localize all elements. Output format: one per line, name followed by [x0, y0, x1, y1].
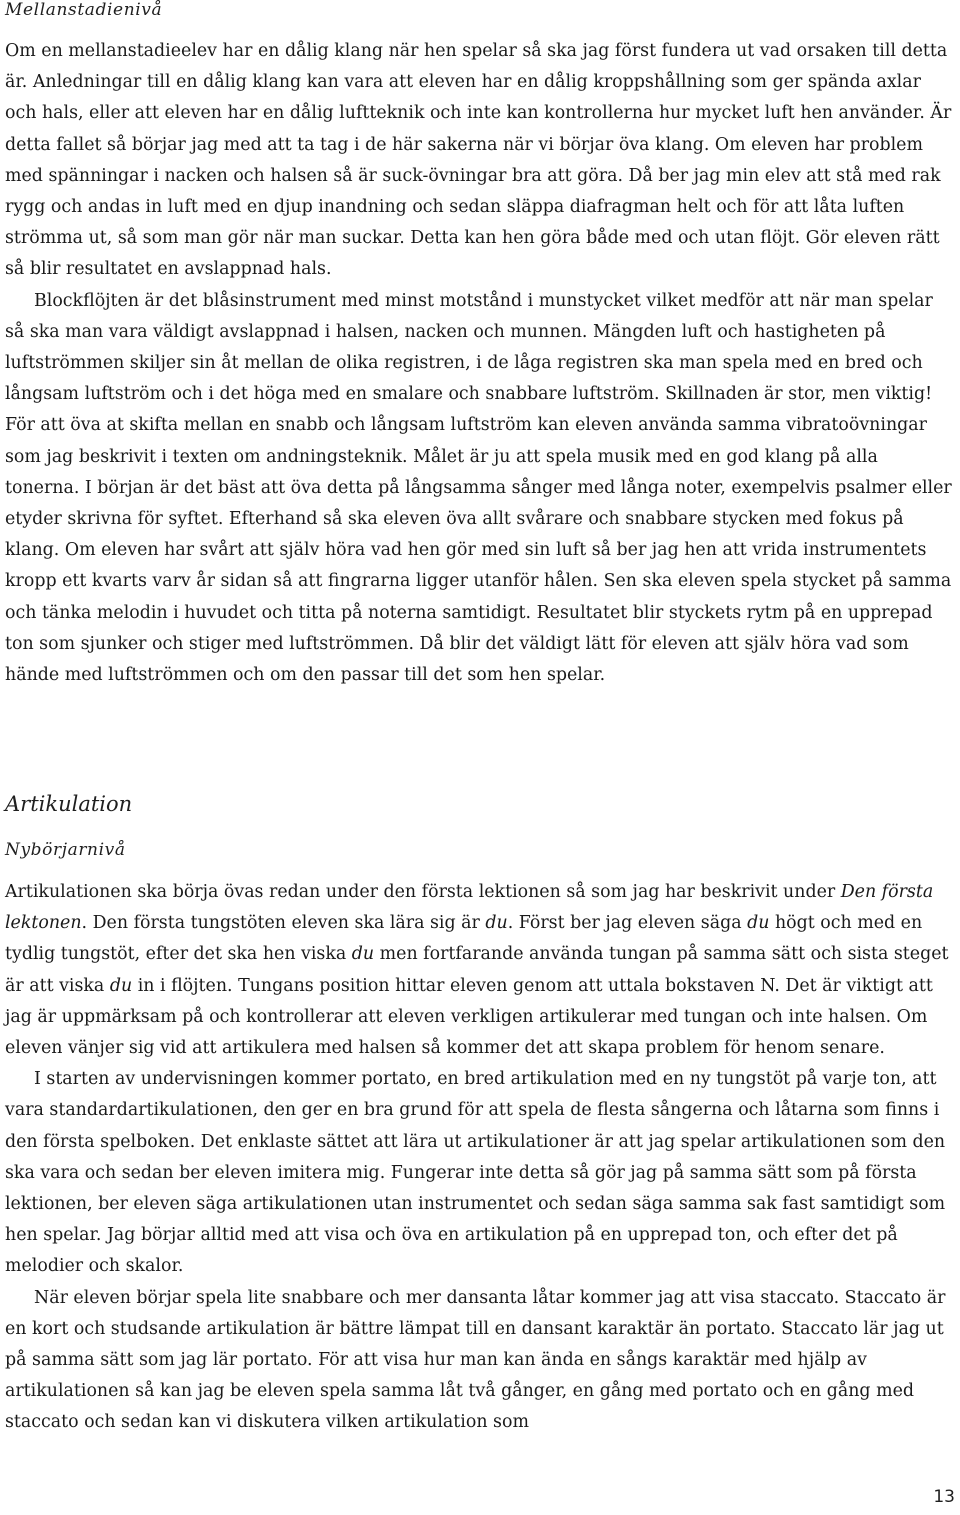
emphasis-text: du: [485, 913, 508, 934]
emphasis-text: du: [747, 913, 770, 934]
subheading-nyborjarniva: Nybörjarnivå: [5, 840, 126, 860]
heading-artikulation: Artikulation: [5, 792, 133, 816]
emphasis-text: du: [109, 975, 133, 996]
text-run: . Den första tungstöten eleven ska lära sig är: [81, 913, 486, 934]
text-run: men fortfarande använda tungan på samma sätt och sista steget är att viska: [5, 944, 949, 996]
text-run: in i flöjten. Tungans position hittar eleven genom att uttala bokstaven N. Det är viktigt att jag är uppmärksam på och kontrollerar att eleven verkligen artikulerar med tungan och inte halsen. Om eleven vänjer sig vid att artikulera med halsen så kommer det att skapa problem för henom senare.: [5, 975, 933, 1059]
emphasis-text: du: [351, 944, 375, 965]
paragraph: I starten av undervisningen kommer portato, en bred artikulation med en ny tungstöt på varje ton, att vara standardartikulationen, den ger en bra grund för att spela de flesta sångerna och låtarna som finns i den första spelboken. Det enklaste sättet att lära ut artikulationer är att jag spelar artikulationen som den ska vara och sedan ber eleven imitera mig. Fungerar inte detta så gör jag på samma sätt som på första lektionen, ber eleven säga artikulationen utan instrumentet och sedan säga samma sak fast samtidigt som hen spelar. Jag börjar alltid med att visa och öva en artikulation på en upprepad ton, och efter det på melodier och skalor.: [5, 1069, 946, 1277]
paragraph: När eleven börjar spela lite snabbare och mer dansanta låtar kommer jag att visa staccato. Staccato är en kort och studsande artikulation är bättre lämpat till en dansant karaktär än portato. Staccato lär jag ut på samma sätt som jag lär portato. För att visa hur man kan ända en sångs karaktär med hjälp av artikulationen så kan jag be eleven spela samma låt två gånger, en gång med portato och en gång med staccato och sedan kan vi diskutera vilken artikulation som: [5, 1287, 946, 1433]
section-artikulation: [5, 790, 957, 818]
subheading-mellanstadieniva: Mellanstadienivå: [5, 0, 163, 20]
paragraph: Blockflöjten är det blåsinstrument med minst motstånd i munstycket vilket medför att när man spelar så ska man vara väldigt avslappnad i halsen, nacken och munnen. Mängden luft och hastigheten på luftströmmen skiljer sin åt mellan de olika registren, i de låga registren ska man spela med en bred och långsam luftström och i det höga med en smalare och snabbare luftström. Skillnaden är stor, men viktig! För att öva at skifta mellan en snabb och långsam luftström kan eleven använda samma vibratoövningar som jag beskrivit i texten om andningsteknik. Målet är ju att spela musik med en god klang på alla tonerna. I början är det bäst att öva detta på långsamma sånger med långa noter, exempelvis psalmer eller etyder skrivna för syftet. Efterhand så ska eleven öva allt svårare och snabbare stycken med fokus på klang. Om eleven har svårt att själv höra vad hen gör med sin luft så ber jag hen att vrida instrumentets kropp ett kvarts varv år sidan så att fingrarna ligger utanför hålen. Sen ska eleven spela stycket på samma och tänka melodin i huvudet och titta på noterna samtidigt. Resultatet blir styckets rytm på en upprepad ton som sjunker och stiger med luftströmmen. Då blir det väldigt lätt för eleven att själv höra vad som hände med luftströmmen och om den passar till det som hen spelar.: [5, 290, 952, 686]
section1-body: [5, 36, 957, 691]
text-run: Artikulationen ska börja övas redan under den första lektionen så som jag har beskrivit under: [5, 882, 841, 902]
page-number: 13: [933, 1487, 955, 1507]
emphasis-text: Den första lektonen: [5, 882, 934, 934]
paragraph: [5, 877, 957, 1064]
section-mellanstadieniva: [5, 0, 957, 22]
section-nyborjarniva: [5, 838, 957, 862]
text-run: högt och med en tydlig tungstöt, efter det ska hen viska: [5, 913, 923, 965]
text-run: . Först ber jag eleven säga: [507, 913, 748, 934]
section2-body: [5, 877, 957, 1439]
paragraph: Om en mellanstadieelev har en dålig klang när hen spelar så ska jag först fundera ut vad orsaken till detta är. Anledningar till en dålig klang kan vara att eleven har en dålig kroppshållning som ger spända axlar och hals, eller att eleven har en dålig luftteknik och inte kan kontrollerna hur mycket luft hen använder. Är detta fallet så börjar jag med att ta tag i de här sakerna när vi börjar öva klang. Om eleven har problem med spänningar i nacken och halsen så är suck-övningar bra att göra. Då ber jag min elev att stå med rak rygg och andas in luft med en djup inandning och sedan släppa diafragman helt och för att låta luften strömma ut, så som man gör när man suckar. Detta kan hen göra både med och utan flöjt. Gör eleven rätt så blir resultatet en avslappnad hals.: [5, 41, 952, 280]
